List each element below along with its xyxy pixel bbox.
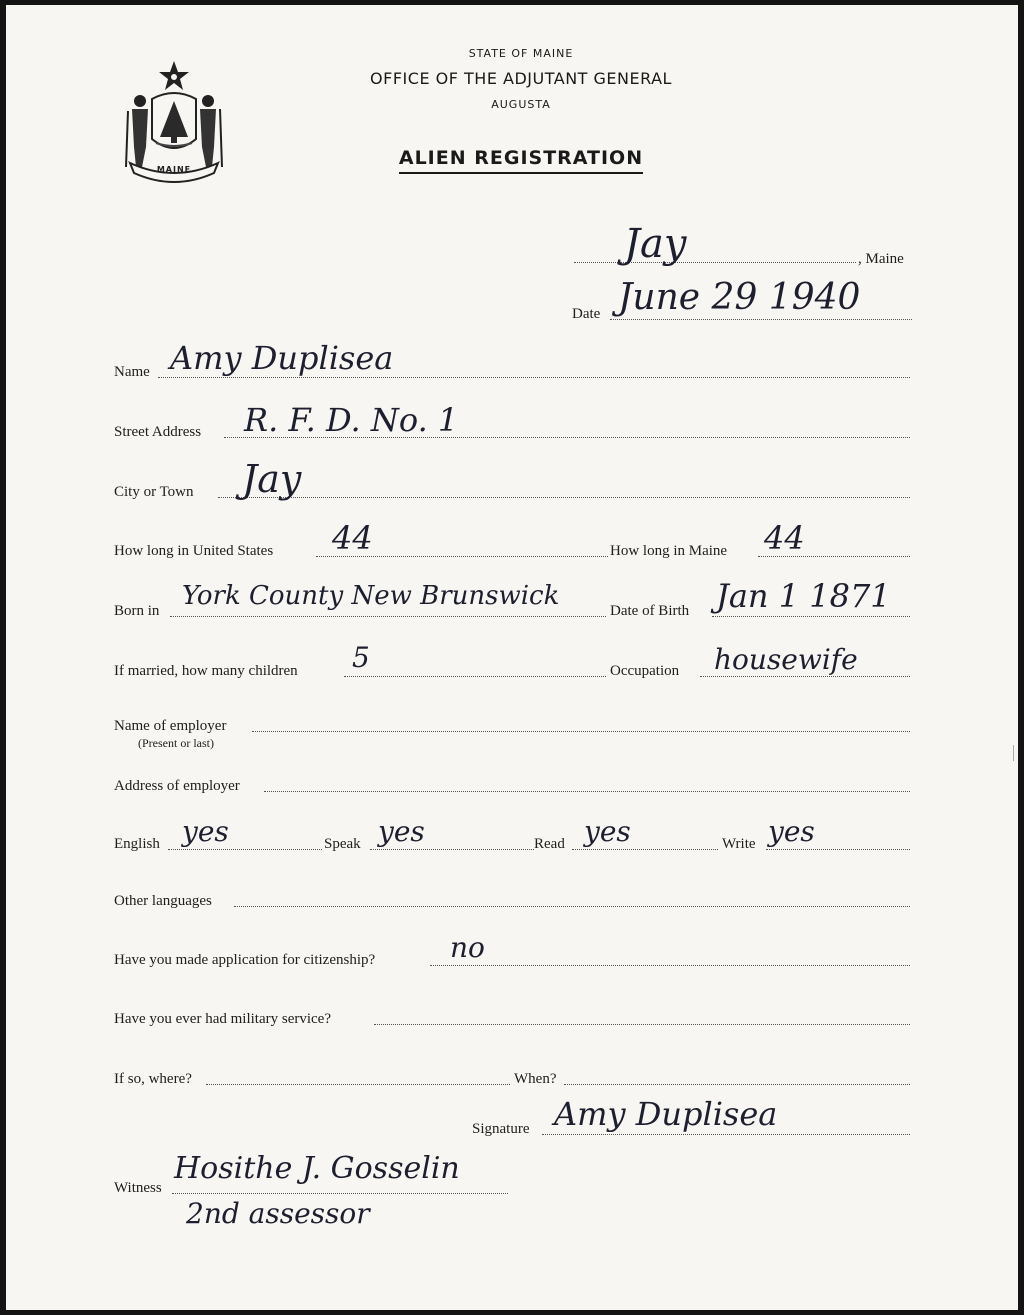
children-label: If married, how many children [114, 663, 298, 679]
how-long-us-entry[interactable]: 44 [332, 519, 373, 557]
date-of-birth-entry[interactable]: Jan 1 1871 [716, 577, 891, 615]
born-in-label: Born in [114, 603, 160, 619]
english-line [168, 849, 322, 850]
read-line [572, 849, 718, 850]
english-label: English [114, 836, 160, 852]
write-entry[interactable]: yes [768, 815, 815, 848]
employer-line [252, 731, 910, 732]
city-or-town-line [218, 497, 910, 498]
signature-label: Signature [472, 1121, 530, 1137]
how-long-maine-entry[interactable]: 44 [764, 519, 805, 557]
office-heading: OFFICE OF THE ADJUTANT GENERAL [370, 69, 672, 88]
margin-mark [1013, 745, 1014, 761]
name-entry[interactable]: Amy Duplisea [170, 339, 394, 377]
name-label: Name [114, 364, 150, 380]
military-line [374, 1024, 910, 1025]
witness-label: Witness [114, 1180, 162, 1196]
date-entry[interactable]: June 29 1940 [618, 277, 861, 318]
when-line [564, 1084, 910, 1085]
date-of-birth-label: Date of Birth [610, 603, 690, 619]
speak-line [370, 849, 534, 850]
other-languages-label: Other languages [114, 893, 212, 909]
witness-entry[interactable]: Hosithe J. Gosselin [174, 1151, 460, 1186]
town-line [574, 262, 856, 263]
seal-label: MAINE [156, 165, 192, 174]
date-label: Date [572, 306, 601, 322]
speak-entry[interactable]: yes [378, 815, 425, 848]
english-entry[interactable]: yes [182, 815, 229, 848]
citizenship-line [430, 965, 910, 966]
form-title: ALIEN REGISTRATION [306, 147, 736, 169]
read-entry[interactable]: yes [584, 815, 631, 848]
employer-address-label: Address of employer [114, 778, 240, 794]
witness-line [172, 1193, 508, 1194]
city-or-town-entry[interactable]: Jay [242, 457, 302, 501]
witness-title-entry[interactable]: 2nd assessor [186, 1197, 370, 1230]
employer-address-line [264, 791, 910, 792]
occupation-line [700, 676, 910, 677]
occupation-label: Occupation [610, 663, 680, 679]
citizenship-entry[interactable]: no [450, 931, 485, 964]
read-label: Read [534, 836, 565, 852]
city-or-town-label: City or Town [114, 484, 194, 500]
state-heading: STATE OF MAINE [468, 47, 574, 60]
other-languages-line [234, 906, 910, 907]
name-line [158, 377, 910, 378]
occupation-entry[interactable]: housewife [714, 643, 858, 676]
signature-line [542, 1134, 910, 1135]
write-line [766, 849, 910, 850]
street-address-label: Street Address [114, 424, 202, 440]
date-of-birth-line [712, 616, 910, 617]
how-long-us-label: How long in United States [114, 543, 274, 559]
maine-label: , Maine [858, 251, 904, 267]
how-long-maine-label: How long in Maine [610, 543, 728, 559]
city-heading: AUGUSTA [491, 98, 551, 111]
present-or-last-label: (Present or last) [138, 736, 214, 750]
military-label: Have you ever had military service? [114, 1011, 331, 1027]
write-label: Write [722, 836, 756, 852]
signature-entry[interactable]: Amy Duplisea [554, 1095, 778, 1133]
born-in-entry[interactable]: York County New Brunswick [182, 581, 560, 611]
if-so-where-label: If so, where? [114, 1071, 192, 1087]
born-in-line [170, 616, 606, 617]
speak-label: Speak [324, 836, 361, 852]
children-line [344, 676, 606, 677]
alien-registration-form [6, 5, 1018, 1310]
employer-label: Name of employer [114, 718, 227, 734]
street-address-entry[interactable]: R. F. D. No. 1 [244, 401, 459, 439]
if-so-where-line [206, 1084, 510, 1085]
citizenship-label: Have you made application for citizenship? [114, 952, 376, 968]
town-entry[interactable]: Jay [624, 221, 687, 267]
when-label: When? [514, 1071, 557, 1087]
children-entry[interactable]: 5 [352, 641, 370, 674]
date-line [610, 319, 912, 320]
